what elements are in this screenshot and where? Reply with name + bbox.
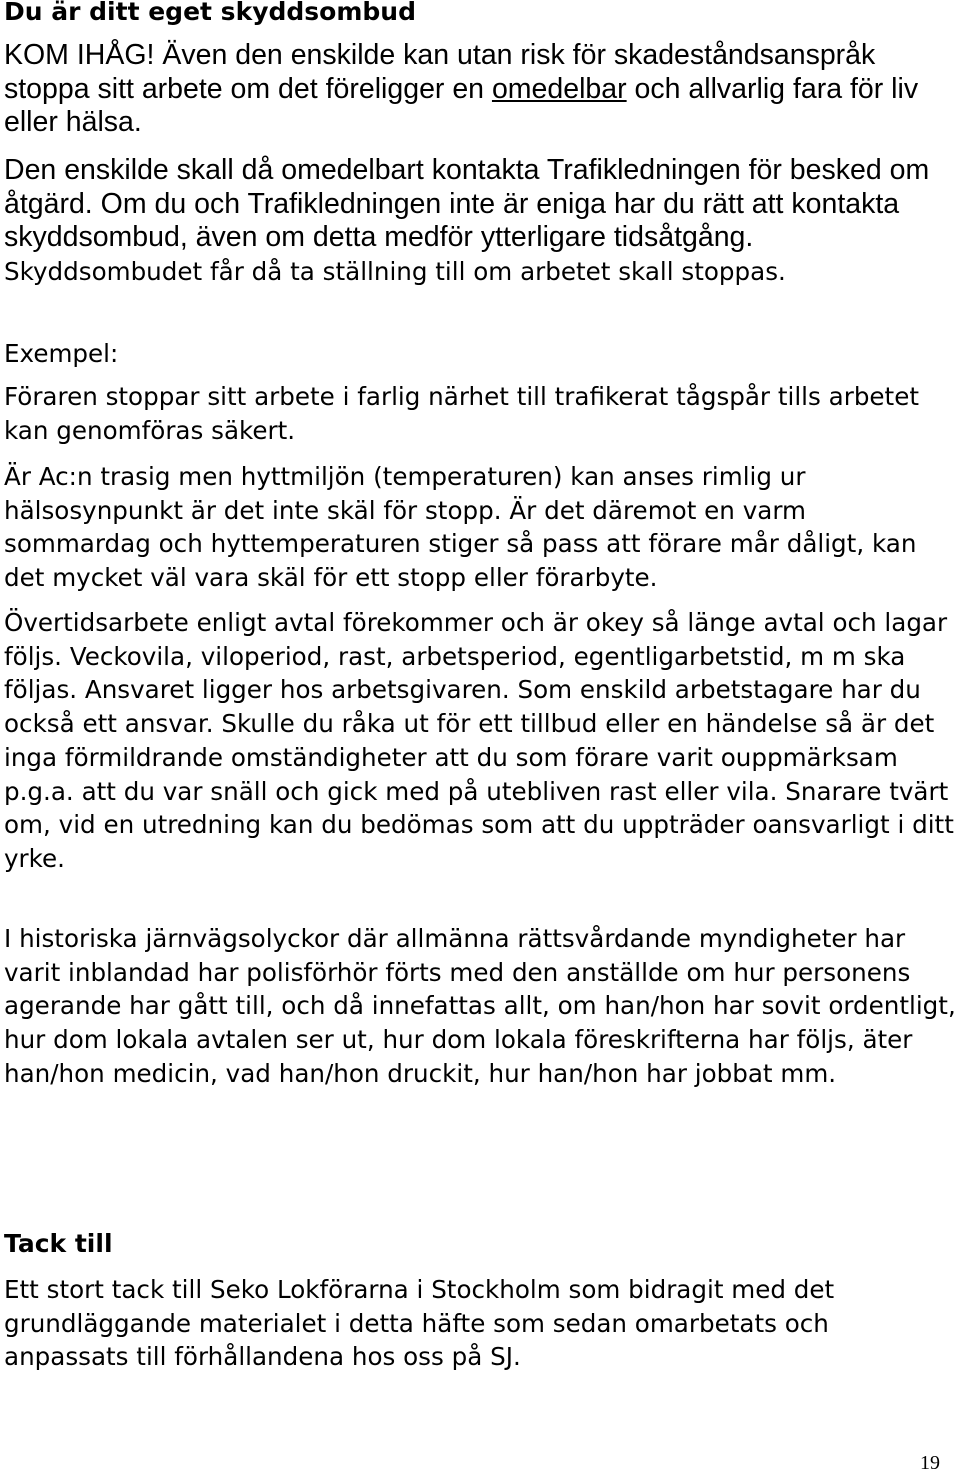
page-heading: Du är ditt eget skyddsombud — [4, 0, 416, 26]
reminder-intro: KOM IHÅG! Även den enskilde kan utan risk för skadeståndsanspråk stoppa sitt arbete om det föreligger en — [4, 39, 876, 105]
contact-text-verdana: Skyddsombudet får då ta ställning till om arbetet skall stoppas. — [4, 257, 786, 287]
example-label: Exempel: — [4, 339, 119, 368]
contact-paragraph — [4, 154, 956, 289]
reminder-rest: och allvarlig fara för liv eller hälsa. — [4, 72, 919, 139]
reminder-paragraph — [4, 39, 956, 140]
thanks-paragraph: Ett stort tack till Seko Lokförarna i Stockholm som bidragit med det grundläggande materialet i detta häfte som sedan omarbetats och anpassats till förhållandena hos oss på SJ. — [4, 1275, 835, 1372]
page-number: 19 — [920, 1452, 940, 1474]
example-paragraph-2: Är Ac:n trasig men hyttmiljön (temperaturen) kan anses rimlig ur hälsosynpunkt är det inte skäl för stopp. Är det däremot en varm sommardag och hyttemperaturen stiger så pass att förare mår dåligt, kan det mycket väl vara skäl för ett stopp eller förarbyte. — [4, 462, 917, 593]
contact-text: Den enskilde skall då omedelbart kontakta Trafikledningen för besked om åtgärd. Om du och Trafikledningen inte är eniga har du rätt att kontakta skyddsombud, även om detta medför ytterligare tidsåtgång. — [4, 154, 930, 254]
reminder-underlined-word: omedelbar — [491, 72, 627, 105]
example-paragraph-1: Föraren stoppar sitt arbete i farlig närhet till trafikerat tågspår tills arbetet kan genomföras säkert. — [4, 382, 919, 445]
overtime-paragraph: Övertidsarbete enligt avtal förekommer och är okey så länge avtal och lagar följs. Veckovila, viloperiod, rast, arbetsperiod, egentligarbetstid, m m ska följas. Ansvaret ligger hos arbetsgivaren. Som enskild arbetstagare har du också ett ansvar. Skulle du råka ut för ett tillbud eller en händelse så är det inga förmildrande omständigheter att du som förare varit ouppmärksam p.g.a. att du var snäll och gick med på utebliven rast eller vila. Snarare tvärt om, vid en utredning kan du bedömas som att du uppträder oansvarligt i ditt yrke. — [4, 608, 954, 873]
thanks-heading: Tack till — [4, 1229, 113, 1258]
history-paragraph: I historiska järnvägsolyckor där allmänna rättsvårdande myndigheter har varit inblandad har polisförhör förts med den anställde om hur personens agerande har gått till, och då innefattas allt, om han/hon har sovit ordentligt, hur dom lokala avtalen ser ut, hur dom lokala föreskrifterna har följs, äter han/hon medicin, vad han/hon druckit, hur han/hon har jobbat mm. — [4, 924, 956, 1088]
